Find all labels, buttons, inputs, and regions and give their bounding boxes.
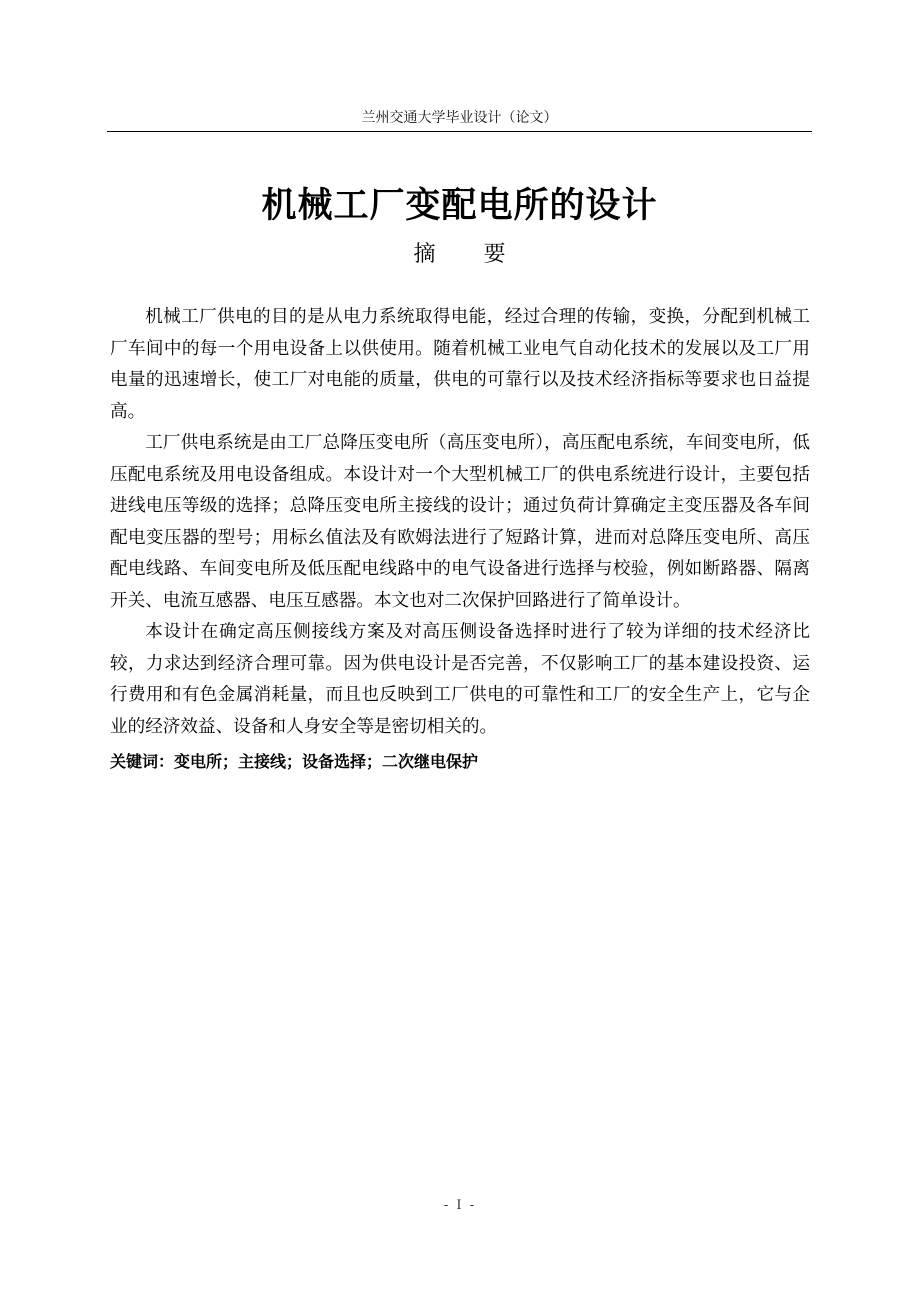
abstract-heading: 摘要: [413, 242, 554, 267]
running-header: 兰州交通大学毕业设计（论文）: [361, 110, 558, 126]
abstract-paragraph: 本设计在确定高压侧接线方案及对高压侧设备选择时进行了较为详细的技术经济比较，力求达到经济合理可靠。因为供电设计是否完善，不仅影响工厂的基本建设投资、运行费用和有色金属消耗量，而且也反映到工厂供电的可靠性和工厂的安全生产上，它与企业的经济效益、设备和人身安全等是密切相关的。: [110, 622, 810, 737]
document-title: 机械工厂变配电所的设计: [261, 186, 658, 226]
abstract-paragraph: 工厂供电系统是由工厂总降压变电所（高压变电所），高压配电系统，车间变电所，低压配电系统及用电设备组成。本设计对一个大型机械工厂的供电系统进行设计，主要包括进线电压等级的选择；总降压变电所主接线的设计；通过负荷计算确定主变压器及各车间配电变压器的型号；用标幺值法及有欧姆法进行了短路计算，进而对总降压变电所、高压配电线路、车间变电所及低压配电线路中的电气设备进行选择与校验，例如断路器、隔离开关、电流互感器、电压互感器。本文也对二次保护回路进行了简单设计。: [110, 433, 810, 611]
abstract-body: [110, 302, 810, 743]
keywords-line: 关键词：变电所；主接线；设备选择；二次继电保护: [110, 752, 479, 771]
page-number: - I -: [443, 1198, 477, 1213]
abstract-paragraph: 机械工厂供电的目的是从电力系统取得电能，经过合理的传输，变换，分配到机械工厂车间中的每一个用电设备上以供使用。随着机械工业电气自动化技术的发展以及工厂用电量的迅速增长，使工厂对电能的质量，供电的可靠行以及技术经济指标等要求也日益提高。: [110, 307, 810, 422]
header-rule: [107, 131, 812, 132]
